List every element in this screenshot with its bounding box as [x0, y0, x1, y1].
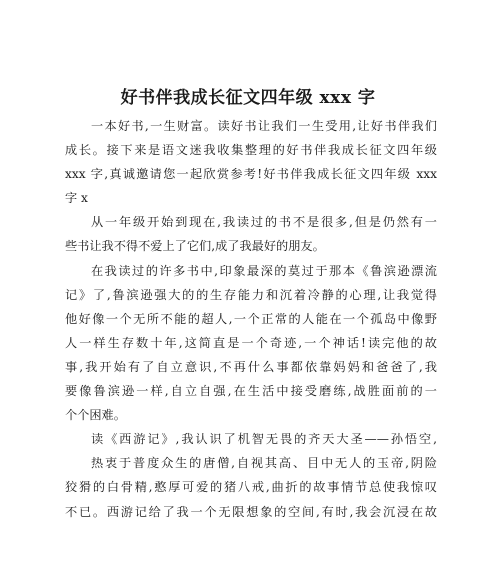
- paragraph-line: 热衷于普度众生的唐僧,自视其高、目中无人的玉帝,阴险: [91, 456, 437, 471]
- paragraph-line: 成长。接下来是语文迷我收集整理的好书伴我成长征文四年级: [65, 143, 437, 158]
- paragraph-line: 一本好书,一生财富。读好书让我们一生受用,让好书伴我们: [91, 119, 437, 133]
- paragraph-line: 人一样生存数十年,这简直是一个奇迹,一个神话!读完他的故: [65, 335, 437, 350]
- paragraph-line: 狡猾的白骨精,憨厚可爱的猪八戒,曲折的故事情节总使我惊叹: [65, 480, 437, 495]
- paragraph-line: 事,我开始有了自立意识,不再什么事都依靠妈妈和爸爸了,我: [65, 359, 437, 374]
- document-title: 好书伴我成长征文四年级 xxx 字: [120, 88, 376, 108]
- paragraph-line: 读《西游记》,我认识了机智无畏的齐天大圣——孙悟空,: [91, 432, 437, 447]
- paragraph-line: 他好像一个无所不能的超人,一个正常的人能在一个孤岛中像野: [65, 311, 437, 326]
- paragraph-line: 字 x: [65, 191, 88, 206]
- paragraph-line: 在我读过的许多书中,印象最深的莫过于那本《鲁滨逊漂流: [91, 263, 437, 278]
- paragraph-line: 要像鲁滨逊一样,自立自强,在生活中接受磨练,战胜面前的一: [65, 384, 437, 399]
- paragraph-line: xxx 字,真诚邀请您一起欣赏参考!好书伴我成长征文四年级 xxx: [65, 167, 437, 182]
- paragraph-line: 不已。西游记给了我一个无限想象的空间,有时,我会沉浸在故: [65, 504, 437, 519]
- paragraph-line: 记》了,鲁滨逊强大的的生存能力和沉着冷静的心理,让我觉得: [65, 287, 437, 302]
- paragraph-line: 些书让我不得不爱上了它们,成了我最好的朋友。: [65, 239, 325, 254]
- paragraph-line: 从一年级开始到现在,我读过的书不是很多,但是仍然有一: [91, 215, 437, 230]
- paragraph-line: 个个困难。: [65, 408, 126, 423]
- document-body: [65, 114, 437, 524]
